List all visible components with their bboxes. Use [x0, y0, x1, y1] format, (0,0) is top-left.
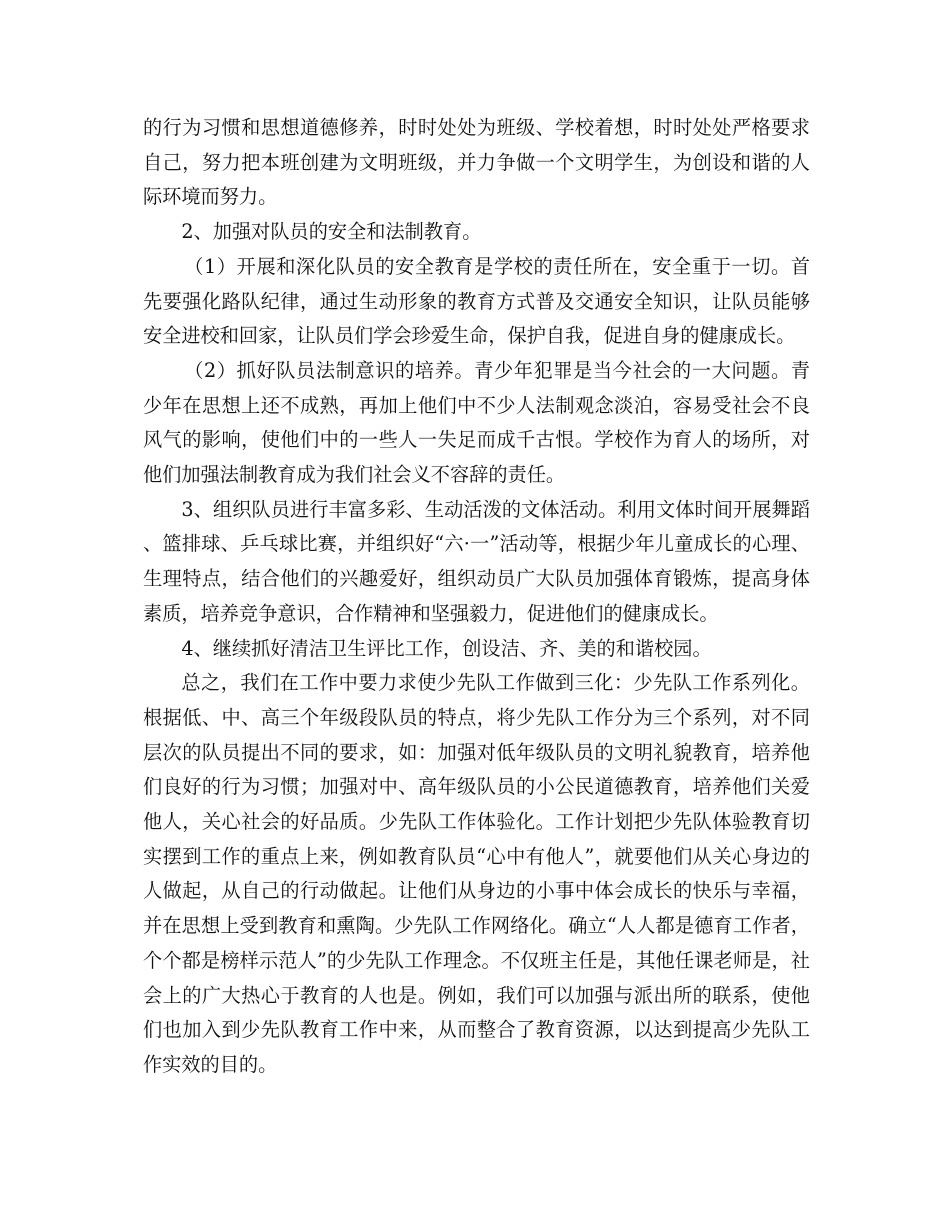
paragraph-section-3-activities: 3、组织队员进行丰富多彩、生动活泼的文体活动。利用文体时间开展舞蹈、篮排球、乒乓球比赛，并组织好“六·一”活动等，根据少年儿童成长的心理、生理特点，结合他们的兴趣爱好，组织动员广大队员加强体育锻炼，提高身体素质，培养竞争意识，合作精神和坚强毅力，促进他们的健康成长。 — [143, 497, 810, 625]
paragraph-section-2-heading: 2、加强对队员的安全和法制教育。 — [181, 220, 482, 244]
paragraph-section-4-hygiene: 4、继续抓好清洁卫生评比工作，创设洁、齐、美的和谐校园。 — [181, 636, 712, 660]
paragraph-continuation: 的行为习惯和思想道德修养，时时处处为班级、学校着想，时时处处严格要求自己，努力把本班创建为文明班级，并力争做一个文明学生，为创设和谐的人际环境而努力。 — [143, 116, 810, 209]
document-body — [143, 111, 810, 1083]
paragraph-safety-education: （1）开展和深化队员的安全教育是学校的责任所在，安全重于一切。首先要强化路队纪律，通过生动形象的教育方式普及交通安全知识，让队员能够安全进校和回家，让队员们学会珍爱生命，保护自我，促进自身的健康成长。 — [143, 254, 810, 348]
paragraph-legal-education: （2）抓好队员法制意识的培养。青少年犯罪是当今社会的一大问题。青少年在思想上还不成熟，再加上他们中不少人法制观念淡泊，容易受社会不良风气的影响，使他们中的一些人一失足而成千古恨。学校作为育人的场所，对他们加强法制教育成为我们社会义不容辞的责任。 — [143, 358, 810, 487]
paragraph-summary: 总之，我们在工作中要力求使少先队工作做到三化：少先队工作系列化。根据低、中、高三个年级段队员的特点，将少先队工作分为三个系列，对不同层次的队员提出不同的要求，如：加强对低年级队员的文明礼貌教育，培养他们良好的行为习惯；加强对中、高年级队员的小公民道德教育，培养他们关爱他人，关心社会的好品质。少先队工作体验化。工作计划把少先队体验教育切实摆到工作的重点上来，例如教育队员“心中有他人”，就要他们从关心身边的人做起，从自己的行动做起。让他们从身边的小事中体会成长的快乐与幸福，并在思想上受到教育和熏陶。少先队工作网络化。确立“人人都是德育工作者，个个都是榜样示范人”的少先队工作理念。不仅班主任是，其他任课老师是，社会上的广大热心于教育的人也是。例如，我们可以加强与派出所的联系，使他们也加入到少先队教育工作中来，从而整合了教育资源，以达到提高少先队工作实效的目的。 — [143, 671, 810, 1076]
